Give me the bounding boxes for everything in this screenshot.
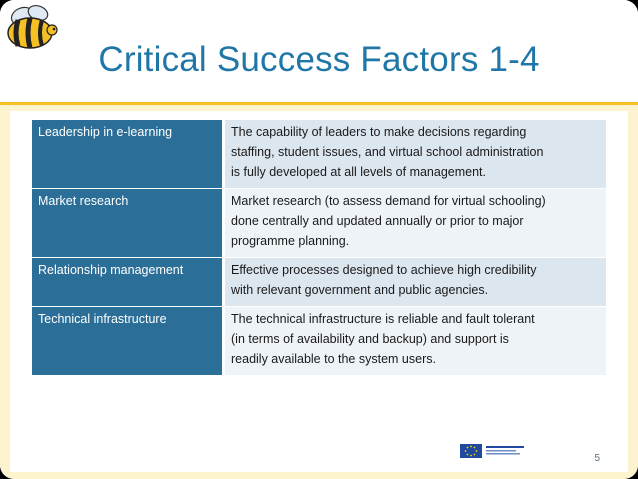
description-line: with relevant government and public agencies. xyxy=(231,283,489,297)
table-row xyxy=(32,307,606,376)
eu-flag-icon xyxy=(458,442,528,468)
description-line: Market research (to assess demand for virtual schooling) xyxy=(231,194,546,208)
slide-title: Critical Success Factors 1-4 xyxy=(98,40,540,79)
title-area xyxy=(0,0,638,102)
description-cell xyxy=(224,258,607,307)
factor-cell: Technical infrastructure xyxy=(32,307,224,376)
factor-cell: Leadership in e-learning xyxy=(32,120,224,189)
page-number: 5 xyxy=(594,453,600,464)
description-line: Effective processes designed to achieve high credibility xyxy=(231,263,537,277)
description-line: readily available to the system users. xyxy=(231,352,436,366)
description-line: programme planning. xyxy=(231,234,350,248)
description-cell xyxy=(224,189,607,258)
description-cell xyxy=(224,120,607,189)
factor-cell: Relationship management xyxy=(32,258,224,307)
description-line: done centrally and updated annually or prior to major xyxy=(231,214,524,228)
description-line: The capability of leaders to make decisions regarding xyxy=(231,125,527,139)
factor-cell: Market research xyxy=(32,189,224,258)
description-line: (in terms of availability and backup) and support is xyxy=(231,332,509,346)
description-line: is fully developed at all levels of management. xyxy=(231,165,487,179)
description-cell xyxy=(224,307,607,376)
table-row xyxy=(32,120,606,189)
table-row xyxy=(32,258,606,307)
success-factors-table xyxy=(32,120,606,376)
table-row xyxy=(32,189,606,258)
description-line: The technical infrastructure is reliable and fault tolerant xyxy=(231,312,535,326)
description-line: staffing, student issues, and virtual school administration xyxy=(231,145,544,159)
